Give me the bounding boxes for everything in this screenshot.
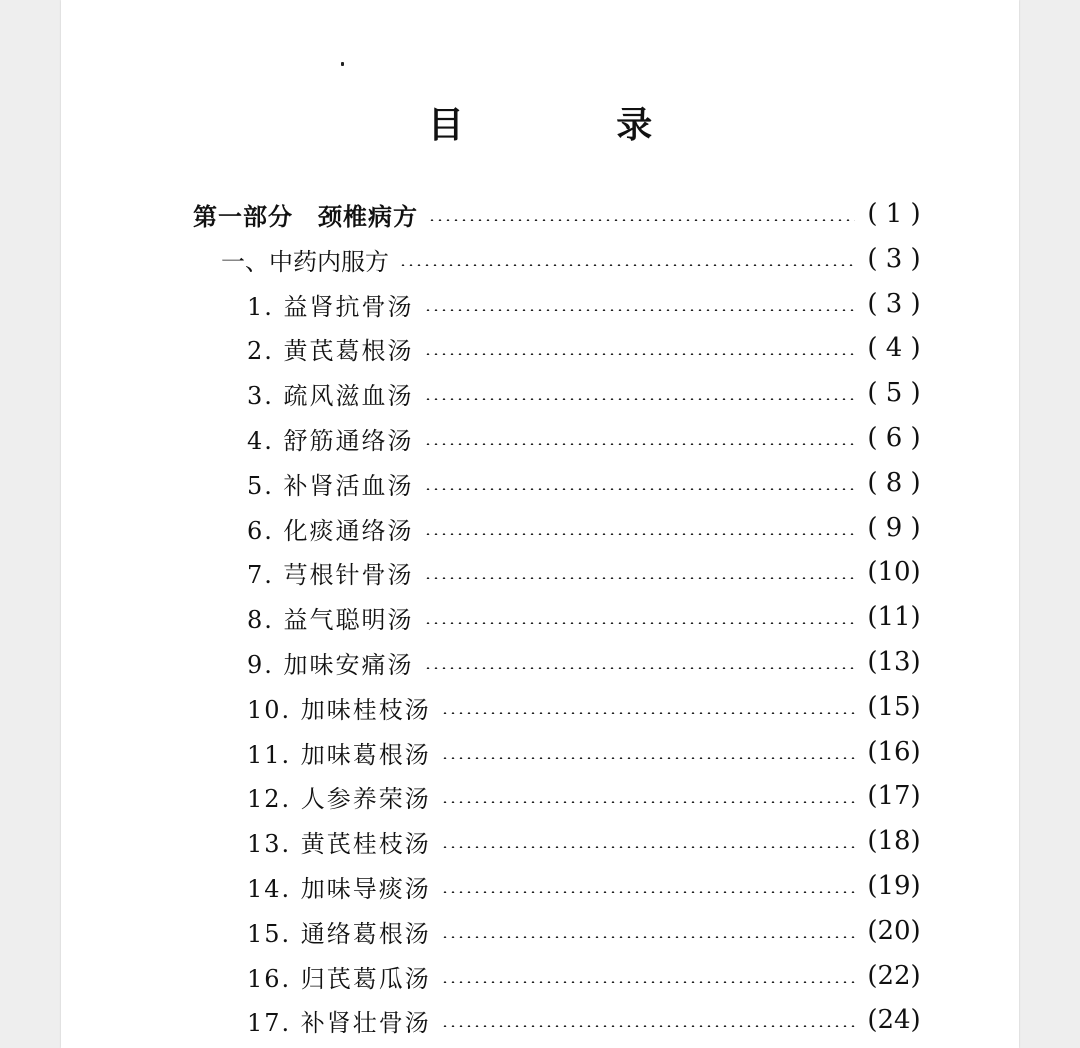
toc-entry-label: 7. 芎根针骨汤 xyxy=(247,560,414,589)
dot-leader xyxy=(424,398,855,400)
dot-leader xyxy=(424,622,855,624)
dot-leader xyxy=(428,219,855,221)
dot-leader xyxy=(424,488,855,490)
dot-leader xyxy=(441,936,855,938)
dot-leader xyxy=(441,846,855,848)
toc-entry[interactable] xyxy=(247,864,923,908)
dot-leader xyxy=(424,667,855,669)
toc-entry-label: 13. 黄芪桂枝汤 xyxy=(247,829,431,858)
toc-entry-label: 15. 通络葛根汤 xyxy=(247,919,431,948)
toc-entry[interactable] xyxy=(247,282,923,326)
dot-leader xyxy=(424,353,855,355)
toc-entry-label: 4. 舒筋通络汤 xyxy=(247,426,414,455)
toc-entry-page-number: ( 5 ) xyxy=(867,378,921,408)
toc-entry-label: 2. 黄芪葛根汤 xyxy=(247,336,414,365)
toc-entry-page-number: ( 3 ) xyxy=(867,244,921,274)
dot-leader xyxy=(424,577,855,579)
toc-entry-page-number: (18) xyxy=(867,826,921,856)
toc-entry-label: 11. 加味葛根汤 xyxy=(247,740,431,769)
toc-entry[interactable] xyxy=(247,640,923,684)
toc-entry[interactable] xyxy=(247,909,923,953)
toc-entry-label: 16. 归芪葛瓜汤 xyxy=(247,964,431,993)
dot-leader xyxy=(441,801,855,803)
toc-entry[interactable] xyxy=(247,550,923,594)
toc-entry[interactable] xyxy=(247,774,923,818)
toc-entry[interactable] xyxy=(247,595,923,639)
dot-leader xyxy=(441,891,855,893)
scanned-page xyxy=(61,0,1019,1048)
toc-entry-label: 第一部分 颈椎病方 xyxy=(193,202,418,231)
toc-entry-page-number: (17) xyxy=(867,781,921,811)
toc-entry-label: 10. 加味桂枝汤 xyxy=(247,695,431,724)
toc-entry-page-number: (16) xyxy=(867,737,921,767)
dot-leader xyxy=(424,309,855,311)
dot-leader xyxy=(441,757,855,759)
toc-entry-page-number: (24) xyxy=(867,1005,921,1035)
toc-entry-label: 6. 化痰通络汤 xyxy=(247,516,414,545)
toc-entry[interactable] xyxy=(247,506,923,550)
toc-entry-label: 17. 补肾壮骨汤 xyxy=(247,1008,431,1037)
dot-leader xyxy=(424,443,855,445)
toc-entry-label: 1. 益肾抗骨汤 xyxy=(247,292,414,321)
toc-entry[interactable] xyxy=(247,819,923,863)
toc-entry[interactable] xyxy=(221,237,923,281)
toc-entry-label: 8. 益气聪明汤 xyxy=(247,605,414,634)
dot-leader xyxy=(441,981,855,983)
toc-entry-page-number: ( 4 ) xyxy=(867,333,921,363)
toc-entry[interactable] xyxy=(247,998,923,1042)
toc-title: 目 录 xyxy=(427,105,723,146)
toc-entry[interactable] xyxy=(193,192,923,236)
toc-entry[interactable] xyxy=(247,685,923,729)
toc-entry-page-number: (15) xyxy=(867,692,921,722)
toc-entry-page-number: (13) xyxy=(867,647,921,677)
toc-entry-page-number: (19) xyxy=(867,871,921,901)
toc-entry-label: 14. 加味导痰汤 xyxy=(247,874,431,903)
toc-entry-label: 一、中药内服方 xyxy=(221,247,389,276)
toc-entry-label: 12. 人参养荣汤 xyxy=(247,784,431,813)
toc-entry-page-number: (11) xyxy=(867,602,921,632)
scan-speck xyxy=(341,62,344,66)
toc-entry-page-number: ( 8 ) xyxy=(867,468,921,498)
dot-leader xyxy=(441,1025,855,1027)
toc-entry-label: 3. 疏风滋血汤 xyxy=(247,381,414,410)
toc-entry-page-number: ( 9 ) xyxy=(867,513,921,543)
toc-entry-page-number: ( 6 ) xyxy=(867,423,921,453)
dot-leader xyxy=(441,712,855,714)
toc-entry-page-number: (20) xyxy=(867,916,921,946)
toc-entry-page-number: (10) xyxy=(867,557,921,587)
toc-entry[interactable] xyxy=(247,461,923,505)
toc-entry-page-number: (22) xyxy=(867,961,921,991)
toc-entry[interactable] xyxy=(247,326,923,370)
toc-entry[interactable] xyxy=(247,730,923,774)
toc-entry-page-number: ( 3 ) xyxy=(867,289,921,319)
toc-entry-page-number: ( 1 ) xyxy=(867,199,921,229)
dot-leader xyxy=(424,533,855,535)
dot-leader xyxy=(399,264,855,266)
toc-entry-label: 5. 补肾活血汤 xyxy=(247,471,414,500)
toc-entry[interactable] xyxy=(247,416,923,460)
toc-entry[interactable] xyxy=(247,954,923,998)
toc-entry-label: 9. 加味安痛汤 xyxy=(247,650,414,679)
toc-entry[interactable] xyxy=(247,371,923,415)
